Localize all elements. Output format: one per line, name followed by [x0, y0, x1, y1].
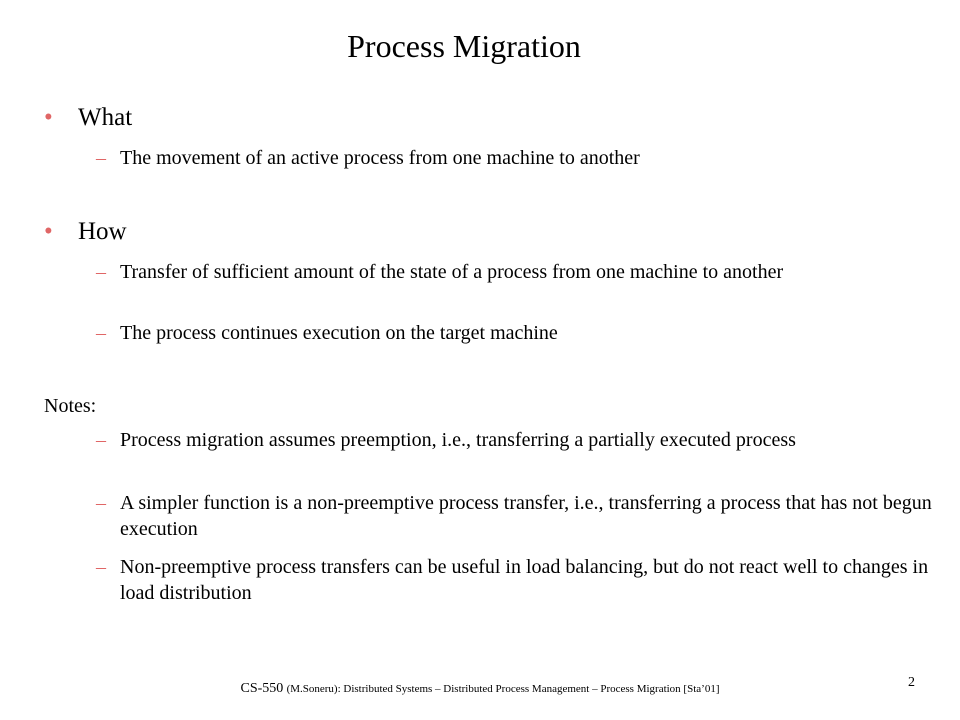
sub-item: [96, 145, 936, 171]
bullet-how: [44, 217, 127, 247]
note-item: [96, 554, 936, 606]
dash-icon: –: [96, 429, 106, 451]
sub-item-text: Transfer of sufficient amount of the state of a process from one machine to another: [120, 261, 784, 283]
bullet-icon: •: [44, 104, 53, 131]
note-item-text: Process migration assumes preemption, i.e., transferring a partially executed process: [120, 429, 796, 451]
dash-icon: –: [96, 322, 106, 344]
slide-title: Process Migration: [347, 28, 581, 64]
dash-icon: –: [96, 147, 106, 169]
sub-item-text: The movement of an active process from one machine to another: [120, 147, 640, 169]
sub-item: [96, 259, 936, 285]
dash-icon: –: [96, 492, 106, 514]
page-number: 2: [908, 675, 915, 690]
sub-item: [96, 320, 936, 346]
note-item-text: Non-preemptive process transfers can be useful in load balancing, but do not react well to changes in load distribution: [120, 556, 929, 604]
bullet-icon: •: [44, 218, 53, 245]
note-item: [96, 490, 936, 542]
sub-item-text: The process continues execution on the target machine: [120, 322, 558, 344]
slide-footer: [0, 680, 960, 697]
note-item: [96, 427, 936, 453]
footer-course: CS-550: [240, 681, 284, 696]
notes-label: Notes:: [44, 395, 97, 417]
footer-details: (M.Soneru): Distributed Systems – Distributed Process Management – Process Migration [Sta’01]: [286, 683, 720, 695]
note-item-text: A simpler function is a non-preemptive process transfer, i.e., transferring a process that has not begun execution: [120, 492, 932, 540]
dash-icon: –: [96, 261, 106, 283]
dash-icon: –: [96, 556, 106, 578]
bullet-heading: How: [78, 218, 127, 245]
bullet-heading: What: [78, 104, 133, 131]
bullet-what: [44, 103, 132, 133]
